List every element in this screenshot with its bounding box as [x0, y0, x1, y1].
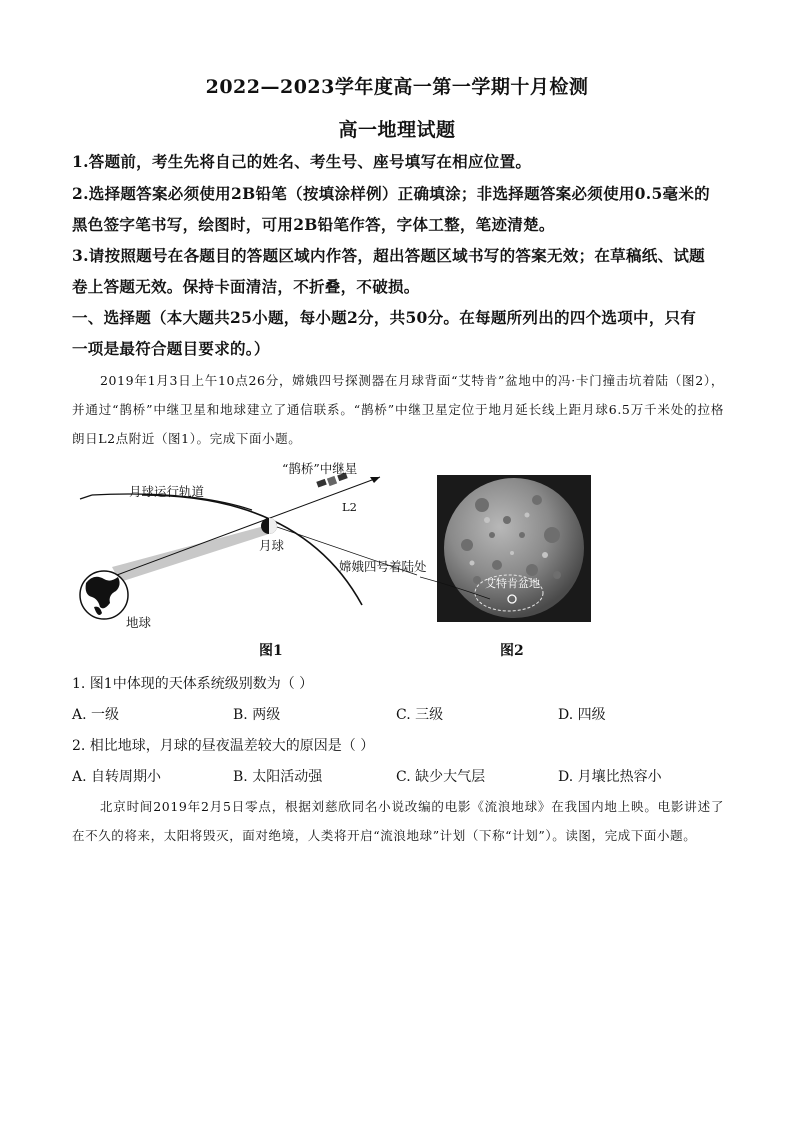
question-2-option-b[interactable]: B. 太阳活动强 — [233, 769, 323, 785]
question-1-stem: 1. 图1中体现的天体系统级别数为（ ） — [72, 676, 314, 692]
instruction-2a: 2.选择题答案必须使用2B铅笔（按填涂样例）正确填涂；非选择题答案必须使用0.5毫米的 — [72, 184, 710, 203]
question-2-stem: 2. 相比地球，月球的昼夜温差较大的原因是（ ） — [72, 738, 375, 754]
question-1-option-a[interactable]: A. 一级 — [72, 707, 120, 723]
orbit-label: 月球运行轨道 — [129, 484, 205, 499]
earth-moon-beam — [112, 525, 272, 582]
question-1-option-c[interactable]: C. 三级 — [396, 707, 444, 723]
figure-1-diagram — [72, 455, 437, 640]
instruction-3b: 卷上答题无效。保持卡面清洁，不折叠，不破损。 — [72, 277, 420, 296]
moon-lit-side — [269, 518, 277, 534]
earth-label: 地球 — [126, 615, 152, 630]
moon-label: 月球 — [259, 538, 285, 553]
basin-label: 艾特肯盆地 — [485, 577, 540, 590]
question-2-option-a[interactable]: A. 自转周期小 — [72, 769, 162, 785]
instruction-3a: 3.请按照题号在各题目的答题区域内作答，超出答题区域书写的答案无效；在草稿纸、试题 — [72, 246, 705, 265]
question-1-option-b[interactable]: B. 两级 — [233, 707, 281, 723]
instruction-1: 1.答题前，考生先将自己的姓名、考生号、座号填写在相应位置。 — [72, 152, 532, 171]
orbit-arrow — [80, 495, 92, 499]
connector-line — [420, 575, 510, 605]
relay-label: “鹊桥”中继星 — [282, 461, 358, 476]
question-2-option-d[interactable]: D. 月壤比热容小 — [558, 769, 662, 785]
figure-1-caption: 图1 — [259, 643, 283, 659]
figure-2-caption: 图2 — [500, 643, 524, 659]
exam-title: 2022—2023学年度高一第一学期十月检测 — [205, 76, 589, 98]
l2-label: L2 — [342, 500, 357, 514]
section-heading-a: 一、选择题（本大题共25小题，每小题2分，共50分。在每题所列出的四个选项中，只有 — [72, 308, 697, 327]
moon-orbit-arc — [142, 495, 362, 605]
landing-label: 嫦娥四号着陆处 — [339, 559, 427, 574]
passage-2: 北京时间2019年2月5日零点，根据刘慈欣同名小说改编的电影《流浪地球》在我国内地上映。电影讲述了在不久的将来，太阳将毁灭，面对绝境，人类将开启“流浪地球”计划（下称“计划”）。读图，完成下面小题。 — [72, 799, 724, 843]
question-2-option-c[interactable]: C. 缺少大气层 — [396, 769, 486, 785]
earth-icon — [80, 571, 128, 619]
exam-subtitle: 高一地理试题 — [338, 119, 456, 141]
question-1-option-d[interactable]: D. 四级 — [558, 707, 606, 723]
section-heading-b: 一项是最符合题目要求的。） — [72, 339, 270, 358]
instruction-2b: 黑色签字笔书写，绘图时，可用2B铅笔作答，字体工整，笔迹清楚。 — [72, 215, 555, 234]
passage-1: 2019年1月3日上午10点26分，嫦娥四号探测器在月球背面“艾特肯”盆地中的冯·卡门撞击坑着陆（图2），并通过“鹊桥”中继卫星和地球建立了通信联系。“鹊桥”中继卫星定位于地月延长线上距月球6.5万千米处的拉格朗日L2点附近（图1）。完成下面小题。 — [72, 373, 724, 446]
